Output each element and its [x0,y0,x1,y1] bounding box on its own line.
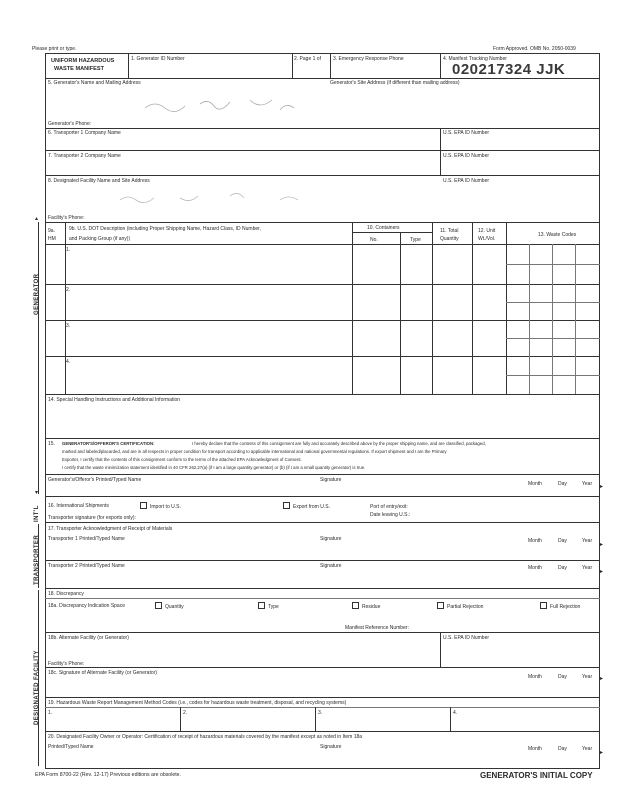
transporter1-printed-name: Transporter 1 Printed/Typed Name [48,536,125,542]
col-dot-description: 9b. U.S. DOT Description (including Proper Shipping Name, Hazard Class, ID Number, [69,226,261,232]
form-number: EPA Form 8700-22 (Rev. 12-17) Previous editions are obsolete. [35,772,181,778]
arrow-icon: ▸ [600,484,604,490]
owner-printed-name: Printed/Typed Name [48,744,94,750]
intl-shipments-label: 16. International Shipments [48,503,109,509]
residue-label: Residue [362,604,381,610]
port-of-entry-label: Port of entry/exit: [370,504,408,510]
export-label: Export from U.S. [293,504,330,510]
alternate-facility-label: 18b. Alternate Facility (or Generator) [48,635,129,641]
arrow-icon: ▸ [600,542,604,548]
transporter1-name-label: 6. Transporter 1 Company Name [48,130,121,136]
export-checkbox[interactable] [283,502,290,509]
col-hm-label2: HM [48,236,56,242]
designated-facility-label: 8. Designated Facility Name and Site Address [48,178,150,184]
transporter2-signature: Signature [320,563,342,569]
col-containers: 10. Containers [367,225,400,231]
page-count-label: 2. Page 1 of [294,56,321,62]
special-handling-label: 14. Special Handling Instructions and Additional Information [48,397,181,403]
form-title-line2: WASTE MANIFEST [54,66,105,72]
transporter-export-sig-label: Transporter signature (for exports only): [48,515,136,521]
arrow-down-icon: ▾ [35,490,39,496]
col-total-qty: 11. Total [440,228,459,234]
transporter1-epa-label: U.S. EPA ID Number [443,130,490,136]
manifest-reference-label: Manifest Reference Number: [345,625,409,631]
owner-signature: Signature [320,744,342,750]
manifest-form-frame [45,53,600,769]
col-unit: 12. Unit [478,228,496,234]
arrow-icon: ▸ [600,569,604,575]
full-rejection-label: Full Rejection [550,604,581,610]
owner-year: Year [582,746,593,752]
full-rejection-checkbox[interactable] [540,602,547,609]
designated-facility-epa-label: U.S. EPA ID Number [443,178,490,184]
tracking-number-label: 4. Manifest Tracking Number [443,56,507,62]
side-label-generator: GENERATOR [34,273,40,315]
side-label-intl: INT'L [34,505,40,522]
copy-designation: GENERATOR'S INITIAL COPY [480,771,593,780]
discrepancy-indication-label: 18a. Discrepancy Indication Space [48,603,125,609]
offeror-signature-label: Signature [320,477,342,483]
transporter2-name-label: 7. Transporter 2 Company Name [48,153,121,159]
col-hm-label: 9a. [48,228,55,234]
transporter2-month: Month [528,565,542,571]
cert-title: GENERATOR'S/OFFEROR'S CERTIFICATION: [62,441,155,446]
alt-facility-year: Year [582,674,593,680]
col-containers-type: Type [410,237,421,243]
method-code-3: 3. [318,710,323,716]
col-containers-no: No. [370,237,378,243]
method-code-4: 4. [453,710,458,716]
handwriting-scribble [110,186,330,210]
offeror-day: Day [558,481,567,487]
type-label: Type [268,604,279,610]
col-total-qty2: Quantity [440,236,459,242]
transporter2-year: Year [582,565,593,571]
form-title-line1: UNIFORM HAZARDOUS [51,58,115,64]
facility-phone-label: Facility's Phone: [48,215,85,221]
type-checkbox[interactable] [258,602,265,609]
transporter2-printed-name: Transporter 2 Printed/Typed Name [48,563,125,569]
arrow-icon: ▸ [600,676,604,682]
col-unit2: Wt./Vol. [478,236,496,242]
partial-rejection-checkbox[interactable] [437,602,444,609]
quantity-label: Quantity [165,604,184,610]
row-1-num: 1. [66,247,71,253]
cert-text-4: I certify that the waste minimization statement identified in 40 CFR 262.27(a) (if I am a large quantity generator) or (b) (if I am a small quantity generator) is true. [62,465,366,470]
side-label-designated-facility: DESIGNATED FACILITY [34,650,40,725]
generator-site-address-label: Generator's Site Address (if different than mailing address) [330,80,460,86]
emergency-phone-label: 3. Emergency Response Phone [333,56,404,62]
import-checkbox[interactable] [140,502,147,509]
method-code-2: 2. [183,710,188,716]
import-label: Import to U.S. [150,504,181,510]
date-leaving-label: Date leaving U.S.: [370,512,411,518]
owner-month: Month [528,746,542,752]
transporter-ack-label: 17. Transporter Acknowledgment of Receipt of Materials [48,526,173,532]
cert-text-2: marked and labeled/placarded, and are in all respects in proper condition for transport according to applicable international and national governmental regulations. If export shipment and I am the Primary [62,449,447,454]
generator-phone-label: Generator's Phone: [48,121,92,127]
handwriting-scribble [140,90,310,120]
offeror-year: Year [582,481,593,487]
transporter2-epa-label: U.S. EPA ID Number [443,153,490,159]
alternate-facility-phone: Facility's Phone: [48,661,85,667]
please-print-note: Please print or type. [32,46,77,52]
alternate-facility-epa-label: U.S. EPA ID Number [443,635,490,641]
generator-name-label: 5. Generator's Name and Mailing Address [48,80,141,86]
quantity-checkbox[interactable] [155,602,162,609]
offeror-month: Month [528,481,542,487]
discrepancy-label: 18. Discrepancy [48,591,84,597]
method-codes-label: 19. Hazardous Waste Report Management Method Codes (i.e., codes for hazardous waste treatment, disposal, and recycling systems) [48,700,347,706]
cert-number: 15. [48,441,55,447]
alt-facility-month: Month [528,674,542,680]
transporter1-day: Day [558,538,567,544]
col-waste-codes: 13. Waste Codes [538,232,577,238]
partial-rejection-label: Partial Rejection [447,604,484,610]
residue-checkbox[interactable] [352,602,359,609]
omb-approval: Form Approved. OMB No. 2050-0039 [493,46,576,52]
transporter1-year: Year [582,538,593,544]
col-dot-description2: and Packing Group (if any)) [69,236,131,242]
method-code-1: 1. [48,710,53,716]
transporter1-signature: Signature [320,536,342,542]
row-2-num: 2. [66,287,71,293]
transporter1-month: Month [528,538,542,544]
transporter2-day: Day [558,565,567,571]
cert-text-3: Exporter, I certify that the contents of this consignment conform to the terms of the attached EPA Acknowledgment of Consent. [62,457,302,462]
alt-facility-day: Day [558,674,567,680]
generator-id-label: 1. Generator ID Number [131,56,185,62]
alternate-facility-signature: 18c. Signature of Alternate Facility (or Generator) [48,670,157,676]
row-4-num: 4. [66,359,71,365]
arrow-up-icon: ▴ [35,216,39,222]
offeror-name-label: Generator's/Offeror's Printed/Typed Name [48,477,142,483]
manifest-tracking-number: 020217324 JJK [452,61,566,78]
owner-operator-cert: 20. Designated Facility Owner or Operator: Certification of receipt of hazardous materials covered by the manifest except as noted in Item 18a [48,734,363,740]
row-3-num: 3. [66,323,71,329]
owner-day: Day [558,746,567,752]
arrow-icon: ▸ [600,750,604,756]
cert-text-1: I hereby declare that the contents of this consignment are fully and accurately described above by the proper shipping name, and are classified, packaged, [192,441,486,446]
side-label-transporter: TRANSPORTER [34,534,40,585]
